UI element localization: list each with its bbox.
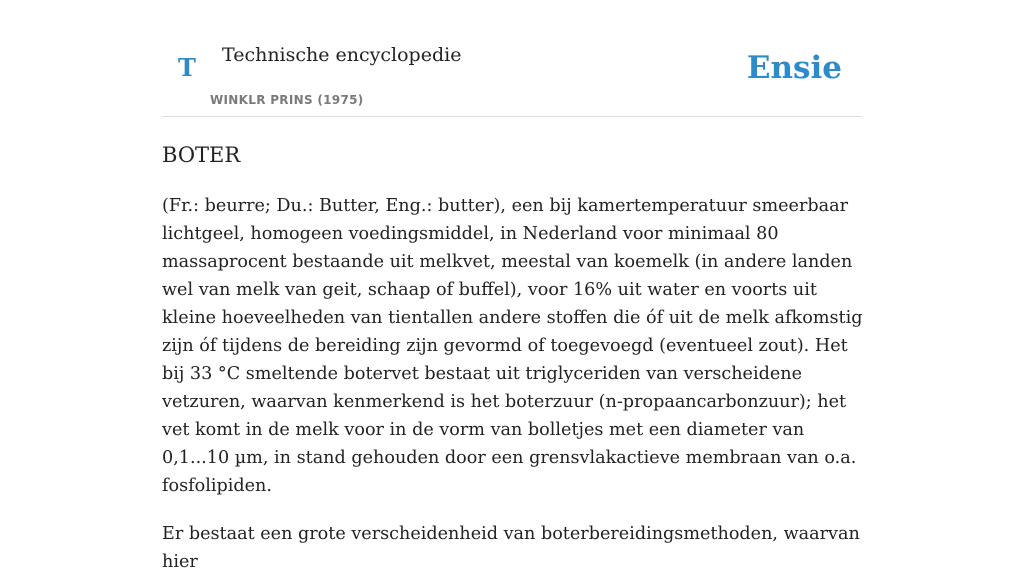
brand-logo[interactable]: Ensie <box>746 50 842 86</box>
header <box>162 0 862 117</box>
source-label: WINKLR PRINS (1975) <box>210 93 364 107</box>
encyclopedia-title-link[interactable]: Technische encyclopedie <box>222 44 462 66</box>
article-paragraph: Er bestaat een grote verscheidenheid van boterbereidingsmethoden, waarvan hier <box>162 524 860 572</box>
encyclopedia-logo[interactable]: T <box>178 53 196 82</box>
article-paragraph: (Fr.: beurre; Du.: Butter, Eng.: butter), een bij kamertemperatuur smeerbaar lichtgeel, homogeen voedingsmiddel, in Nederland voor minimaal 80 massaprocent bestaande uit melkvet, meestal van koemelk (in andere landen wel van melk van geit, schaap of buffel), voor 16% uit water en voorts uit kleine hoeveelheden van tientallen andere stoffen die óf uit de melk afkomstig zijn óf tijdens de bereiding zijn gevormd of toegevoegd (eventueel zout). Het bij 33 °C smeltende botervet bestaat uit triglyceriden van verscheidene vetzuren, waarvan kenmerkend is het boterzuur (n-propaancarbonzuur); het vet komt in de melk voor in de vorm van bolletjes met een diameter van 0,1...10 µm, in stand gehouden door een grensvlakactieve membraan van o.a. fosfolipiden. <box>162 196 863 496</box>
article <box>162 141 864 576</box>
article-title: BOTER <box>162 143 241 167</box>
